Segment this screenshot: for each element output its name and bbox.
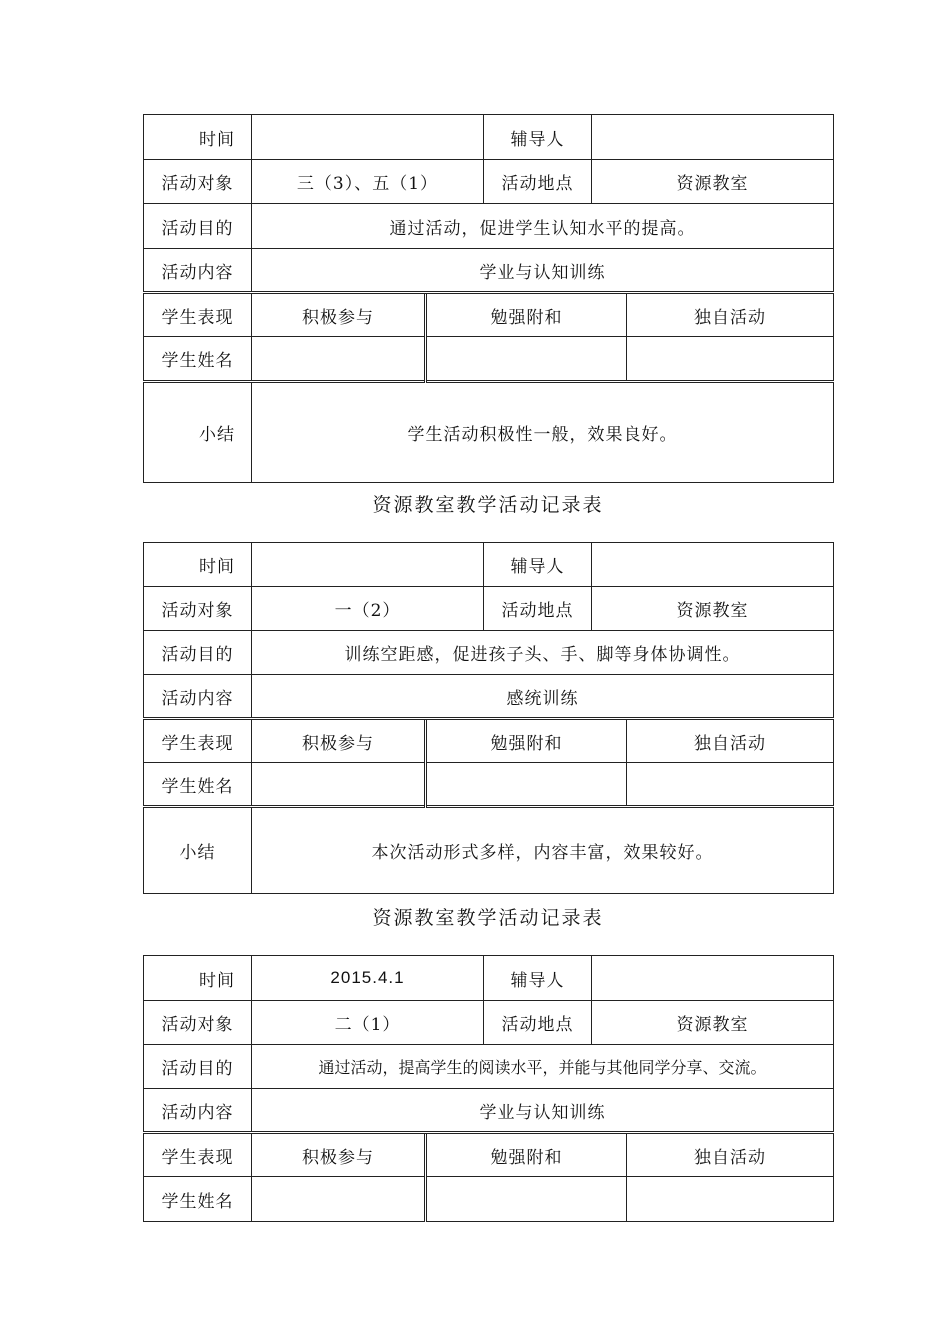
target-label: 活动对象 [144,1001,252,1045]
performance-label: 学生表现 [144,293,252,337]
tutor-label: 辅导人 [484,956,592,1001]
names-active-cell [252,1177,426,1222]
purpose-value: 通过活动，促进学生认知水平的提高。 [252,204,834,249]
location-value: 资源教室 [592,160,834,204]
location-label: 活动地点 [484,587,592,631]
names-reluctant-cell [426,1177,627,1222]
tutor-value [592,956,834,1001]
reluctant-label: 勉强附和 [426,293,627,337]
purpose-value: 通过活动，提高学生的阅读水平，并能与其他同学分享、交流。 [252,1045,834,1089]
activity-record-table-3 [143,955,834,1222]
section-title: 资源教室教学活动记录表 [372,494,604,516]
solo-label: 独自活动 [627,1133,834,1177]
tutor-value [592,543,834,587]
target-label: 活动对象 [144,587,252,631]
time-label: 时间 [144,543,252,587]
active-label: 积极参与 [252,1133,426,1177]
purpose-label: 活动目的 [144,1045,252,1089]
content-label: 活动内容 [144,249,252,293]
solo-label: 独自活动 [627,719,834,763]
active-label: 积极参与 [252,719,426,763]
names-solo-cell [627,1177,834,1222]
time-value [252,115,484,160]
target-value: 三（3）、五（1） [252,160,484,204]
names-solo-cell [627,763,834,807]
time-label: 时间 [144,956,252,1001]
content-label: 活动内容 [144,1089,252,1133]
location-value: 资源教室 [592,1001,834,1045]
target-label: 活动对象 [144,160,252,204]
solo-label: 独自活动 [627,293,834,337]
summary-label: 小结 [144,382,252,483]
reluctant-label: 勉强附和 [426,719,627,763]
tutor-label: 辅导人 [484,115,592,160]
names-solo-cell [627,337,834,382]
purpose-label: 活动目的 [144,204,252,249]
names-label: 学生姓名 [144,763,252,807]
purpose-label: 活动目的 [144,631,252,675]
activity-record-table-2 [143,542,834,894]
location-label: 活动地点 [484,160,592,204]
active-label: 积极参与 [252,293,426,337]
summary-value: 学生活动积极性一般，效果良好。 [252,382,834,483]
names-label: 学生姓名 [144,337,252,382]
content-value: 学业与认知训练 [252,249,834,293]
location-value: 资源教室 [592,587,834,631]
tutor-value [592,115,834,160]
time-value [252,543,484,587]
names-reluctant-cell [426,763,627,807]
location-label: 活动地点 [484,1001,592,1045]
content-value: 感统训练 [252,675,834,719]
content-value: 学业与认知训练 [252,1089,834,1133]
reluctant-label: 勉强附和 [426,1133,627,1177]
summary-label: 小结 [144,807,252,894]
section-title: 资源教室教学活动记录表 [372,907,604,929]
target-value: 二（1） [252,1001,484,1045]
time-label: 时间 [144,115,252,160]
names-active-cell [252,763,426,807]
purpose-value: 训练空距感，促进孩子头、手、脚等身体协调性。 [252,631,834,675]
names-active-cell [252,337,426,382]
names-label: 学生姓名 [144,1177,252,1222]
target-value: 一（2） [252,587,484,631]
tutor-label: 辅导人 [484,543,592,587]
names-reluctant-cell [426,337,627,382]
time-value: 2015.4.1 [252,956,484,1001]
performance-label: 学生表现 [144,719,252,763]
summary-value: 本次活动形式多样，内容丰富，效果较好。 [252,807,834,894]
performance-label: 学生表现 [144,1133,252,1177]
activity-record-table-1 [143,114,834,483]
content-label: 活动内容 [144,675,252,719]
